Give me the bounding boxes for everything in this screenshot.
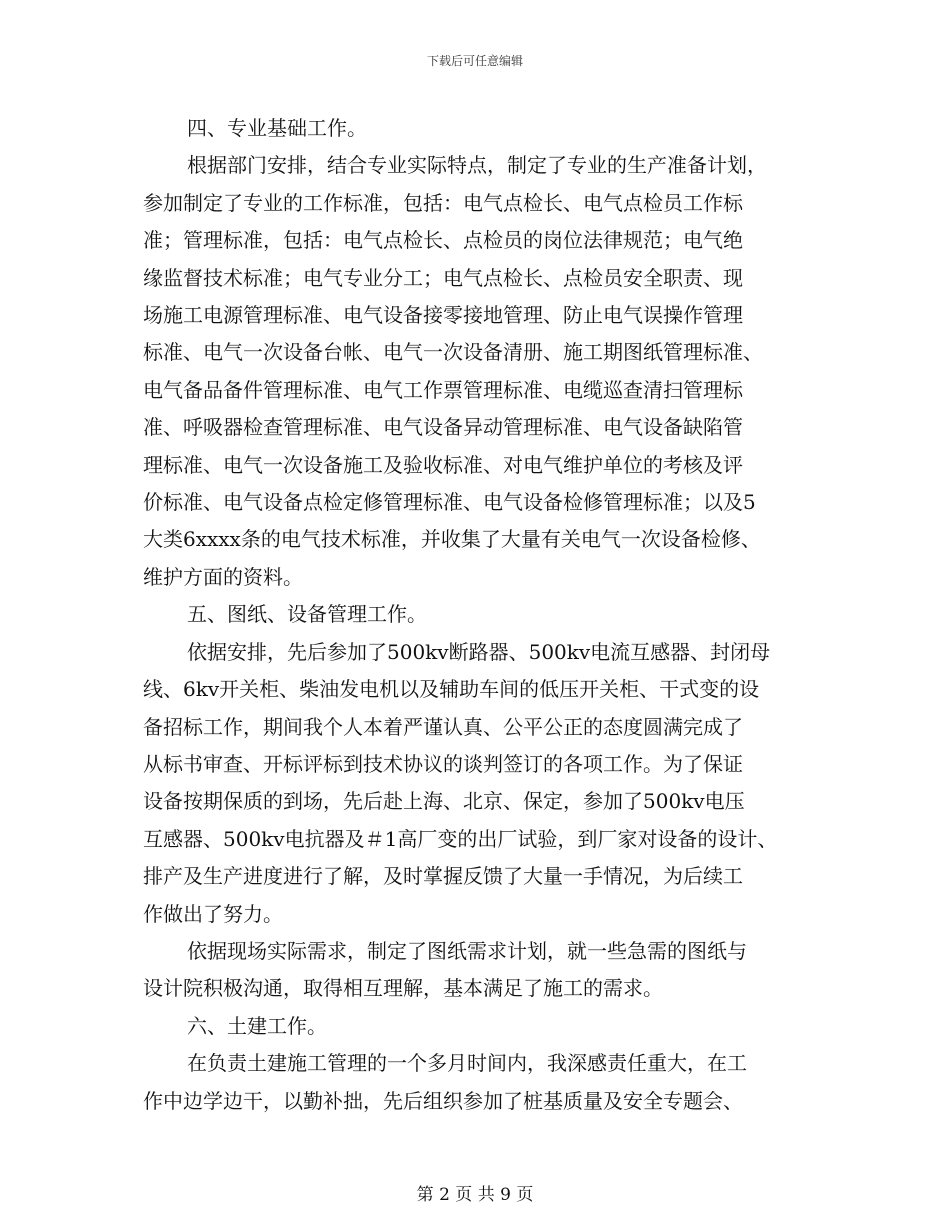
text-line: 场施工电源管理标准、电气设备接零接地管理、防止电气误操作管理: [143, 303, 743, 328]
paragraph: [143, 1045, 815, 1120]
document-body: [143, 110, 815, 1120]
text-line: 准；管理标准，包括：电气点检长、点检员的岗位法律规范；电气绝: [143, 228, 743, 253]
text-line: 价标准、电气设备点检定修管理标准、电气设备检修管理标准；以及5: [143, 490, 756, 515]
text-line: 线、6kv开关柜、柴油发电机以及辅助车间的低压开关柜、干式变的设: [143, 677, 760, 702]
text-line: 标准、电气一次设备台帐、电气一次设备清册、施工期图纸管理标准、: [143, 340, 763, 365]
text-line: 设备按期保质的到场，先后赴上海、北京、保定，参加了500kv电压: [143, 789, 745, 814]
text-line: 根据部门安排，结合专业实际特点，制定了专业的生产准备计划，: [187, 153, 767, 178]
text-line: 参加制定了专业的工作标准，包括：电气点检长、电气点检员工作标: [143, 190, 743, 215]
text-line: 设计院积极沟通，取得相互理解，基本满足了施工的需求。: [143, 976, 663, 1001]
text-line: 四、专业基础工作。: [187, 116, 367, 140]
text-line: 依据现场实际需求，制定了图纸需求计划，就一些急需的图纸与: [187, 938, 747, 963]
text-line: 作做出了努力。: [143, 901, 283, 926]
paragraph: [143, 596, 815, 633]
text-line: 在负责土建施工管理的一个多月时间内，我深感责任重大，在工: [187, 1051, 747, 1076]
text-line: 作中边学边干，以勤补拙，先后组织参加了桩基质量及安全专题会、: [143, 1088, 743, 1113]
paragraph: [143, 634, 815, 933]
paragraph: [143, 110, 815, 147]
text-line: 排产及生产进度进行了解，及时掌握反馈了大量一手情况，为后续工: [143, 864, 743, 889]
text-line: 依据安排，先后参加了500kv断路器、500kv电流互感器、封闭母: [187, 639, 771, 664]
text-line: 五、图纸、设备管理工作。: [187, 602, 427, 627]
paragraph: [143, 147, 815, 596]
text-line: 电气备品备件管理标准、电气工作票管理标准、电缆巡查清扫管理标: [143, 377, 743, 402]
text-line: 从标书审查、开标评标到技术协议的谈判签订的各项工作。为了保证: [143, 751, 743, 776]
text-line: 互感器、500kv电抗器及＃1高厂变的出厂试验，到厂家对设备的设计、: [143, 826, 778, 851]
text-line: 维护方面的资料。: [143, 564, 303, 589]
text-line: 准、呼吸器检查管理标准、电气设备异动管理标准、电气设备缺陷管: [143, 415, 743, 440]
paragraph: [143, 933, 815, 1008]
text-line: 大类6xxxx条的电气技术标准，并收集了大量有关电气一次设备检修、: [143, 527, 761, 552]
paragraph: [143, 1008, 815, 1045]
page-footer: 第 2 页 共 9 页: [416, 1185, 534, 1205]
text-line: 缘监督技术标准；电气专业分工；电气点检长、点检员安全职责、现: [143, 265, 743, 290]
page-header: 下载后可任意编辑: [426, 54, 523, 68]
text-line: 理标准、电气一次设备施工及验收标准、对电气维护单位的考核及评: [143, 452, 743, 477]
text-line: 备招标工作，期间我个人本着严谨认真、公平公正的态度圆满完成了: [143, 714, 743, 739]
text-line: 六、土建工作。: [187, 1013, 327, 1038]
